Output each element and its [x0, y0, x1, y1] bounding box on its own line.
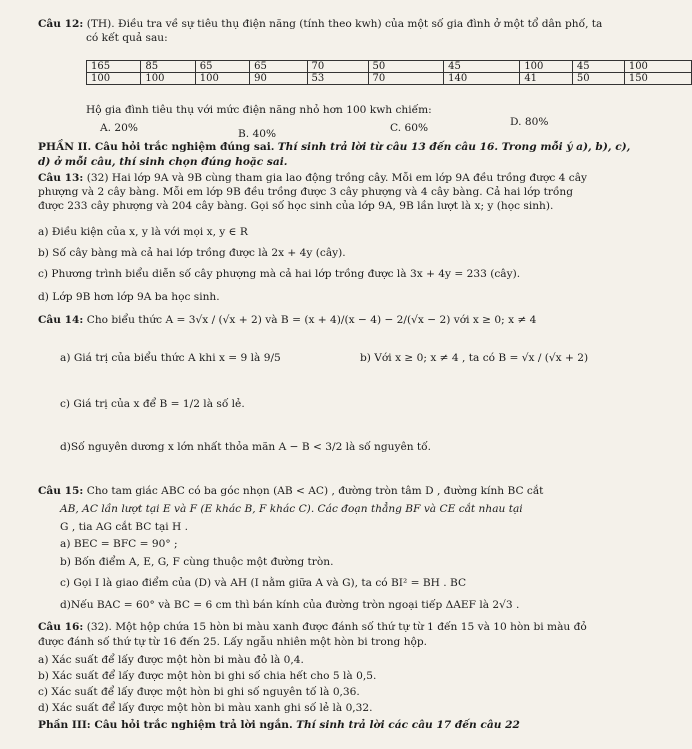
q13-item-c: c) Phương trình biểu diễn số cây phượng mà cả hai lớp trồng được là 3x + 4y = 233 (cây).	[38, 268, 521, 280]
table-cell: 65	[195, 61, 249, 73]
q15-item-c: c) Gọi I là giao điểm của (D) và AH (I nằm giữa A và G), ta có BI² = BH . BC	[60, 577, 467, 589]
q15-label: Câu 15:	[38, 485, 84, 497]
q16-item-a: a) Xác suất để lấy được một hòn bi màu đỏ là 0,4.	[38, 654, 304, 666]
q12-option-c: C. 60%	[390, 122, 429, 134]
q13-text3: được 233 cây phượng và 204 cây bàng. Gọi số học sinh của lớp 9A, 9B lần lượt là x; y (học sinh).	[38, 200, 554, 212]
q12-option-d: D. 80%	[510, 116, 549, 128]
q15-text3: G , tia AG cắt BC tại H .	[60, 521, 189, 533]
q13-text2: phượng và 2 cây bàng. Mỗi em lớp 9B đều trồng được 3 cây phượng và 4 cây bàng. Cả hai lớp trồng	[38, 186, 574, 198]
table-cell: 100	[87, 73, 141, 85]
q14-item-d: d)Số nguyên dương x lớn nhất thỏa mãn A − B < 3/2 là số nguyên tố.	[60, 441, 432, 453]
q14-item-a: a) Giá trị của biểu thức A khi x = 9 là 9/5	[60, 352, 281, 364]
q12-intro-line	[38, 18, 602, 31]
q16-label: Câu 16:	[38, 621, 84, 633]
table-cell: 45	[444, 61, 520, 73]
table-cell: 100	[141, 73, 195, 85]
q16-line1	[38, 621, 587, 634]
table-cell: 41	[520, 73, 573, 85]
table-cell: 70	[368, 73, 444, 85]
q16-item-c: c) Xác suất để lấy được một hòn bi ghi số nguyên tố là 0,36.	[38, 686, 360, 698]
kwh-table	[86, 60, 692, 85]
q12-label: Câu 12:	[38, 18, 84, 30]
q14-and: và	[265, 314, 278, 326]
q15-item-d: d)Nếu BAC = 60° và BC = 6 cm thì bán kính của đường tròn ngoại tiếp ΔAEF là 2√3 .	[60, 599, 520, 611]
q13-item-b: b) Số cây bàng mà cả hai lớp trồng được là 2x + 4y (cây).	[38, 247, 346, 259]
q14-item-c: c) Giá trị của x để B = 1/2 là số lẻ.	[60, 398, 245, 410]
q13-item-a: a) Điều kiện của x, y là với mọi x, y ∈ R	[38, 226, 248, 238]
q14-label: Câu 14:	[38, 314, 84, 326]
q14-line1	[38, 314, 536, 327]
q14-intro: Cho biểu thức	[86, 314, 163, 326]
table-cell: 70	[307, 61, 368, 73]
q13-text1: (32) Hai lớp 9A và 9B cùng tham gia lao động trồng cây. Mỗi em lớp 9A đều trồng được 4 cây	[86, 172, 588, 184]
q12-intro2: có kết quả sau:	[86, 32, 168, 44]
q15-text2: AB, AC lần lượt tại E và F (E khác B, F khác C). Các đoạn thẳng BF và CE cắt nhau tại	[60, 503, 523, 515]
q16-text2: được đánh số thứ tự từ 16 đến 25. Lấy ngẫu nhiên một hòn bi trong hộp.	[38, 636, 428, 648]
part2-instruction: Thí sinh trả lời từ câu 13 đến câu 16. Trong mỗi ý a), b), c),	[277, 141, 631, 153]
q14-condition: với x ≥ 0; x ≠ 4	[453, 314, 537, 326]
q14-expr-a: A = 3√x / (√x + 2)	[165, 314, 262, 326]
part2-instruction2: d) ở mỗi câu, thí sinh chọn đúng hoặc sai.	[38, 156, 288, 168]
table-cell: 100	[624, 61, 691, 73]
table-cell: 100	[520, 61, 573, 73]
table-cell: 85	[141, 61, 195, 73]
q16-text1: (32). Một hộp chứa 15 hòn bi màu xanh được đánh số thứ tự từ 1 đến 15 và 10 hòn bi màu đỏ	[86, 621, 587, 633]
q13-item-d: d) Lớp 9B hơn lớp 9A ba học sinh.	[38, 291, 220, 303]
q12-question: Hộ gia đình tiêu thụ với mức điện năng nhỏ hơn 100 kwh chiếm:	[86, 104, 432, 116]
part2-title: PHẦN II. Câu hỏi trắc nghiệm đúng sai.	[38, 141, 275, 153]
q13-label: Câu 13:	[38, 172, 84, 184]
q14-item-b: b) Với x ≥ 0; x ≠ 4 , ta có B = √x / (√x + 2)	[360, 352, 589, 364]
table-cell: 50	[572, 73, 624, 85]
q12-option-b: B. 40%	[238, 128, 277, 140]
q15-item-b: b) Bốn điểm A, E, G, F cùng thuộc một đường tròn.	[60, 556, 334, 568]
table-cell: 165	[87, 61, 141, 73]
table-cell: 140	[444, 73, 520, 85]
part3-instruction: Thí sinh trả lời các câu 17 đến câu 22	[296, 719, 520, 731]
part3-heading	[38, 719, 520, 732]
part3-title: Phần III: Câu hỏi trắc nghiệm trả lời ngắn.	[38, 719, 293, 731]
table-cell: 150	[624, 73, 691, 85]
q15-line1	[38, 485, 543, 498]
table-cell: 100	[195, 73, 249, 85]
table-cell: 65	[250, 61, 307, 73]
table-cell: 45	[572, 61, 624, 73]
q12-option-a: A. 20%	[100, 122, 138, 134]
q13-line1	[38, 172, 587, 185]
q16-item-d: d) Xác suất để lấy được một hòn bi màu xanh ghi số lẻ là 0,32.	[38, 702, 373, 714]
table-cell: 90	[250, 73, 307, 85]
table-row	[87, 73, 692, 85]
q15-item-a: a) BEC = BFC = 90° ;	[60, 538, 178, 550]
q16-item-b: b) Xác suất để lấy được một hòn bi ghi số chia hết cho 5 là 0,5.	[38, 670, 377, 682]
table-row	[87, 61, 692, 73]
table-cell: 53	[307, 73, 368, 85]
table-cell: 50	[368, 61, 444, 73]
part2-heading	[38, 141, 630, 154]
q14-expr-b: B = (x + 4)/(x − 4) − 2/(√x − 2)	[280, 314, 451, 326]
q15-text1: Cho tam giác ABC có ba góc nhọn (AB < AC) , đường tròn tâm D , đường kính BC cắt	[86, 485, 544, 497]
q12-intro: (TH). Điều tra về sự tiêu thụ điện năng (tính theo kwh) của một số gia đình ở một tổ dân phố, ta	[86, 18, 603, 30]
